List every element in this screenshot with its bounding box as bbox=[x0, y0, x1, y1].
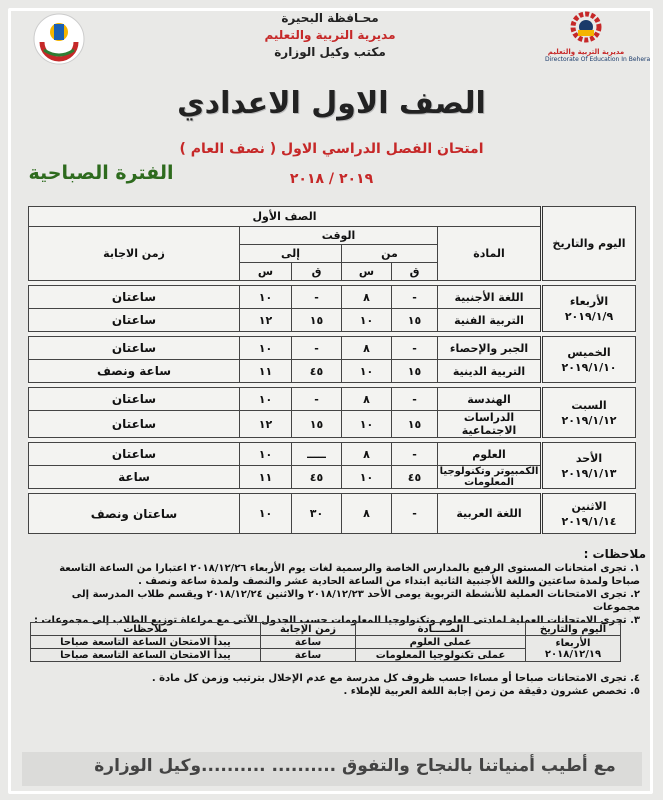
exam-schedule-table bbox=[28, 206, 636, 534]
from-minutes-cell: ١٥ bbox=[392, 360, 438, 383]
day-name: الأربعاء bbox=[569, 294, 609, 308]
note-item: ٥. تخصص عشرون دقيقة من زمن إجابة اللغة العربية للإملاء . bbox=[343, 686, 640, 697]
notes-list bbox=[30, 562, 640, 627]
to-minutes-cell: ٤٥ bbox=[292, 360, 342, 383]
footer-text: مع أطيب أمنياتنا بالنجاح والتفوق .......... ..........وكيل الوزارة bbox=[94, 756, 616, 776]
header-grade: الصف الأول bbox=[29, 207, 542, 227]
from-minutes-cell: - bbox=[392, 443, 438, 466]
from-minutes-cell: - bbox=[392, 494, 438, 534]
header-to-s: س bbox=[240, 263, 292, 281]
from-hour-cell: ٨ bbox=[342, 443, 392, 466]
duration-cell: ساعتان ونصف bbox=[29, 494, 240, 534]
header-time: الوقت bbox=[240, 227, 438, 245]
to-minutes-cell: - bbox=[292, 388, 342, 411]
from-minutes-cell: ١٥ bbox=[392, 411, 438, 438]
logo-english-caption: Directorate Of Education In Behera bbox=[545, 56, 651, 63]
subject-cell: التربية الفنية bbox=[438, 309, 542, 332]
note-item: ٣. تجرى الامتحانات العملية لمادتى العلوم وتكنولوجيا المعلومات حسب الجدول الآتى مع مراعاة توزيع الطلاب إلى مجموعات : bbox=[33, 615, 640, 626]
header-to: إلى bbox=[240, 245, 342, 263]
subject-cell: اللغة الأجنبية bbox=[438, 286, 542, 309]
subject-cell: اللغة العربية bbox=[438, 494, 542, 534]
sub-day-date bbox=[526, 636, 621, 662]
table-row bbox=[29, 443, 636, 466]
from-hour-cell: ٨ bbox=[342, 388, 392, 411]
to-minutes-cell: ٤٥ bbox=[292, 466, 342, 489]
note-item: ١. تجرى امتحانات المستوى الرفيع بالمدارس الخاصة والرسمية لغات يوم الأربعاء ٢٠١٨/١٢/٢٦ اعتبارا من الساعة التاسعة صباحا ولمدة ساعتين واللغة الأجنبية الثانية ابتداء من الساعة الحادية عشر والنصف ولمدة ساعة ونصف . bbox=[59, 563, 640, 587]
from-hour-cell: ١٠ bbox=[342, 360, 392, 383]
from-hour-cell: ١٠ bbox=[342, 466, 392, 489]
to-hour-cell: ١٠ bbox=[240, 443, 292, 466]
table-row bbox=[29, 494, 636, 534]
duration-cell: ساعتان bbox=[29, 388, 240, 411]
academic-year: ٢٠١٩ / ٢٠١٨ bbox=[289, 171, 374, 187]
page-title: الصف الاول الاعدادي bbox=[177, 86, 486, 121]
sub-date: ٢٠١٨/١٢/١٩ bbox=[544, 648, 602, 660]
sub-subject: عملى تكنولوجيا المعلومات bbox=[356, 649, 526, 662]
subject-cell: الدراسات الاجتماعية bbox=[438, 411, 542, 438]
to-minutes-cell: - bbox=[292, 337, 342, 360]
sub-notes: يبدأ الامتحان الساعة التاسعة صباحا bbox=[31, 649, 261, 662]
note-item: ٤. تجرى الامتحانات صباحا أو مساءا حسب ظروف كل مدرسة مع عدم الإخلال بترتيب وزمن كل مادة . bbox=[151, 673, 640, 684]
to-hour-cell: ١٢ bbox=[240, 411, 292, 438]
sub-notes: يبدأ الامتحان الساعة التاسعة صباحا bbox=[31, 636, 261, 649]
day-name: الاثنين bbox=[571, 499, 607, 513]
to-hour-cell: ١١ bbox=[240, 360, 292, 383]
subject-cell: التربية الدينية bbox=[438, 360, 542, 383]
notes-title: ملاحظات : bbox=[583, 547, 646, 561]
duration-cell: ساعتان bbox=[29, 443, 240, 466]
to-hour-cell: ١٠ bbox=[240, 494, 292, 534]
day-date-cell bbox=[542, 494, 636, 534]
subject-cell: العلوم bbox=[438, 443, 542, 466]
duration-cell: ساعتان bbox=[29, 309, 240, 332]
day-name: الخميس bbox=[567, 345, 611, 359]
header-to-q: ق bbox=[292, 263, 342, 281]
exam-date: ٢٠١٩/١/١٤ bbox=[561, 514, 617, 528]
exam-date: ٢٠١٩/١/١٣ bbox=[561, 466, 617, 480]
exam-subtitle: امتحان الفصل الدراسي الاول ( نصف العام ) bbox=[179, 141, 484, 157]
table-row bbox=[29, 388, 636, 411]
from-minutes-cell: - bbox=[392, 388, 438, 411]
duration-cell: ساعتان bbox=[29, 411, 240, 438]
duration-cell: ساعة ونصف bbox=[29, 360, 240, 383]
to-hour-cell: ١١ bbox=[240, 466, 292, 489]
duration-cell: ساعتان bbox=[29, 286, 240, 309]
from-hour-cell: ١٠ bbox=[342, 309, 392, 332]
logo-arabic-caption: مديرية التربية والتعليم bbox=[547, 48, 625, 56]
office-name: مكتب وكيل الوزارة bbox=[274, 45, 386, 59]
sub-duration: ساعة bbox=[261, 636, 356, 649]
sub-header-duration: زمن الإجابة bbox=[261, 623, 356, 636]
subject-cell: الكمبيوتر وتكنولوجيا المعلومات bbox=[438, 466, 542, 489]
day-date-cell bbox=[542, 388, 636, 438]
to-minutes-cell: - bbox=[292, 286, 342, 309]
from-minutes-cell: - bbox=[392, 337, 438, 360]
day-name: الأحد bbox=[575, 451, 603, 465]
sub-day: الأربعاء bbox=[555, 637, 591, 649]
day-date-cell bbox=[542, 337, 636, 383]
to-hour-cell: ١٢ bbox=[240, 309, 292, 332]
duration-cell: ساعة bbox=[29, 466, 240, 489]
header-duration: زمن الاجابة bbox=[29, 227, 240, 281]
from-minutes-cell: ٤٥ bbox=[392, 466, 438, 489]
to-minutes-cell: ٣٠ bbox=[292, 494, 342, 534]
governorate-logo-icon bbox=[32, 12, 86, 66]
day-date-cell bbox=[542, 286, 636, 332]
from-hour-cell: ٨ bbox=[342, 337, 392, 360]
from-minutes-cell: - bbox=[392, 286, 438, 309]
header-from: من bbox=[342, 245, 438, 263]
sub-subject: عملى العلوم bbox=[356, 636, 526, 649]
table-row bbox=[29, 286, 636, 309]
gear-book-icon bbox=[562, 10, 610, 44]
to-hour-cell: ١٠ bbox=[240, 286, 292, 309]
exam-date: ٢٠١٩/١/١٢ bbox=[561, 413, 617, 427]
header-day-date: اليوم والتاريخ bbox=[542, 207, 636, 281]
sub-header-day-date: اليوم والتاريخ bbox=[526, 623, 621, 636]
day-date-cell bbox=[542, 443, 636, 489]
from-hour-cell: ٨ bbox=[342, 494, 392, 534]
governorate-name: محـافظة البحيرة bbox=[281, 11, 379, 25]
duration-cell: ساعتان bbox=[29, 337, 240, 360]
to-minutes-cell: ١٥ bbox=[292, 411, 342, 438]
sub-header-subject: المـــــادة bbox=[356, 623, 526, 636]
from-hour-cell: ٨ bbox=[342, 286, 392, 309]
from-minutes-cell: ١٥ bbox=[392, 309, 438, 332]
practical-exams-table bbox=[30, 622, 621, 662]
from-hour-cell: ١٠ bbox=[342, 411, 392, 438]
header-subject: المادة bbox=[438, 227, 542, 281]
notes-list-continued bbox=[30, 672, 640, 698]
subject-cell: الجبر والإحصاء bbox=[438, 337, 542, 360]
subject-cell: الهندسة bbox=[438, 388, 542, 411]
directorate-name: مديرية التربية والتعليم bbox=[264, 28, 396, 42]
table-row bbox=[29, 337, 636, 360]
to-hour-cell: ١٠ bbox=[240, 388, 292, 411]
header-text bbox=[250, 10, 410, 61]
directorate-logo bbox=[545, 10, 651, 70]
to-minutes-cell: ـــــ bbox=[292, 443, 342, 466]
to-minutes-cell: ١٥ bbox=[292, 309, 342, 332]
day-name: السبت bbox=[571, 398, 607, 412]
exam-date: ٢٠١٩/١/١٠ bbox=[561, 360, 617, 374]
period-label: الفترة الصباحية bbox=[28, 162, 174, 184]
header-from-q: ق bbox=[392, 263, 438, 281]
header-from-s: س bbox=[342, 263, 392, 281]
sub-duration: ساعة bbox=[261, 649, 356, 662]
to-hour-cell: ١٠ bbox=[240, 337, 292, 360]
sub-header-notes: ملاحظات bbox=[31, 623, 261, 636]
note-item: ٢. تجرى الامتحانات العملية للأنشطة التربوية يومى الأحد ٢٠١٨/١٢/٢٣ والاثنين ٢٠١٨/١٢/٢٤ ويقسم طلاب المدرسة إلى مجموعات bbox=[71, 589, 640, 613]
exam-date: ٢٠١٩/١/٩ bbox=[564, 309, 614, 323]
